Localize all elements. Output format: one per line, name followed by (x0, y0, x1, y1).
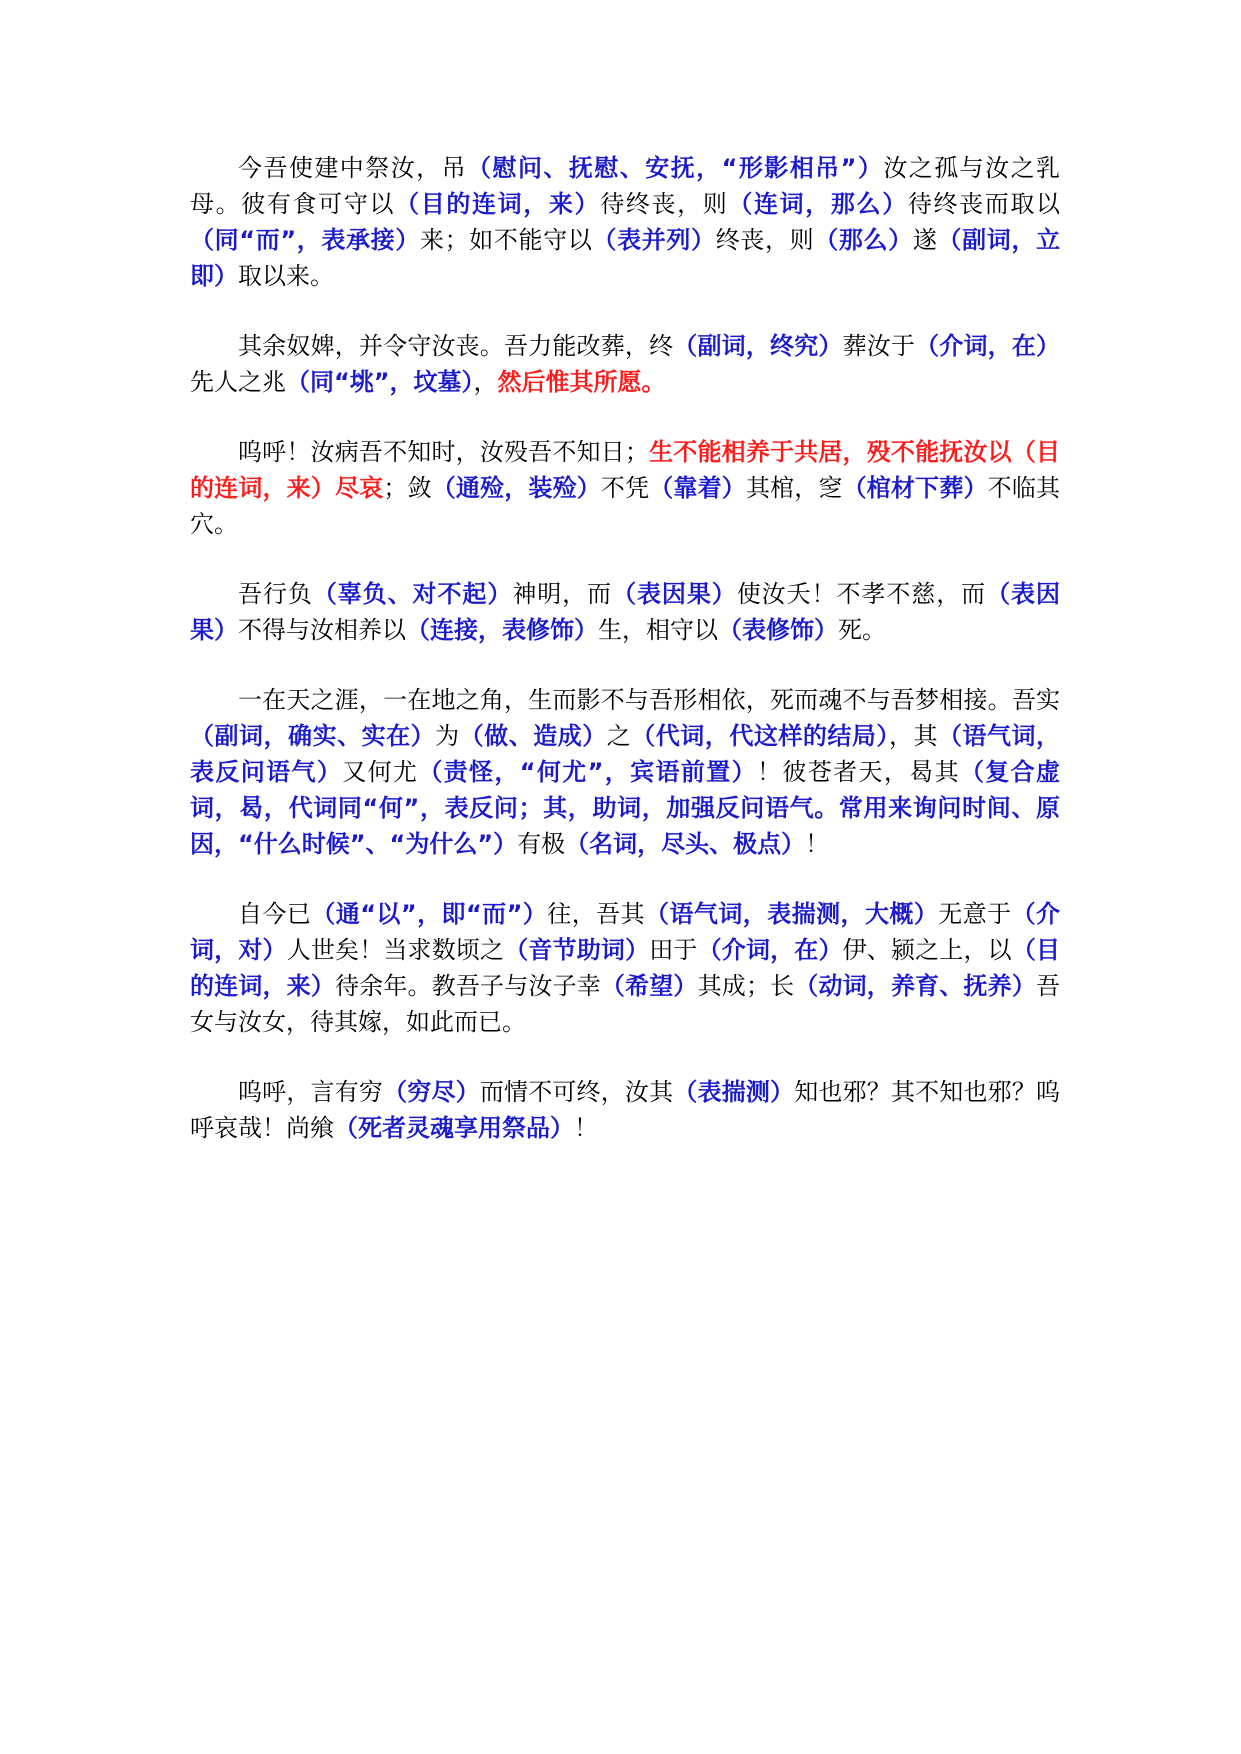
body-text: 为 (435, 722, 460, 750)
annotation-note: （慰问、抚慰、安抚，“形影相吊”） (467, 154, 884, 182)
body-text: 待终丧而取以 (907, 190, 1061, 218)
annotation-note: （介词，在） (697, 936, 843, 964)
annotation-note: （靠着） (649, 474, 746, 502)
body-text: 吾行负 (238, 580, 313, 608)
body-text: 今吾使建中祭汝，吊 (238, 154, 468, 182)
body-text: ， (473, 368, 498, 396)
annotation-note: （介词，对） (190, 900, 1061, 964)
body-text: 往，吾其 (547, 900, 646, 928)
annotation-note: （表修饰） (718, 616, 838, 644)
body-text: 遂 (912, 226, 938, 254)
body-text: 终丧，则 (715, 226, 815, 254)
annotation-note: （动词，养育、抚养） (794, 972, 1037, 1000)
annotation-note: （表并列） (592, 226, 716, 254)
body-text: 人世矣！当求数顷之 (286, 936, 505, 964)
paragraph-3 (190, 434, 1060, 542)
annotation-note: （通“以”，即“而”） (311, 900, 548, 928)
body-text: 葬汝于 (842, 332, 916, 360)
body-text: 呜呼！汝病吾不知时，汝殁吾不知日； (238, 438, 649, 466)
body-text: 不临其穴。 (190, 474, 1061, 538)
annotation-note: （语气词，表反问语气） (190, 722, 1061, 786)
annotation-note: （棺材下葬） (842, 474, 988, 502)
annotation-note: （责怪，“何尤”，宾语前置） (418, 758, 757, 786)
body-text: 之 (606, 722, 632, 750)
paragraph-1 (190, 150, 1060, 294)
body-text: ！ (805, 830, 830, 858)
annotation-note: （希望） (600, 972, 698, 1000)
annotation-note: （表揣测） (673, 1078, 795, 1106)
body-text: 知也邪？其不知也邪？呜呼哀哉！尚飨 (190, 1078, 1061, 1142)
annotation-note: （副词，终究） (673, 332, 843, 360)
body-text: 一在天之涯，一在地之角，生而影不与吾形相依，死而魂不与吾梦相接。吾实 (238, 686, 1060, 714)
body-text: 吾女与汝女，待其嫁，如此而已。 (190, 972, 1061, 1036)
body-text: 神明，而 (512, 580, 613, 608)
annotation-note: （同“垗”，坟墓） (286, 368, 474, 396)
annotation-note: （连词，那么） (728, 190, 908, 218)
annotation-note: （表因果） (612, 580, 737, 608)
annotation-note: （做、造成） (459, 722, 607, 750)
annotation-note: （名词，尽头、极点） (565, 830, 806, 858)
annotation-note: （介词，在） (915, 332, 1061, 360)
paragraph-7 (190, 1074, 1060, 1146)
annotation-note: （连接，表修饰） (406, 616, 598, 644)
body-text: 死。 (838, 616, 886, 644)
annotation-note: （死者灵魂享用祭品） (334, 1114, 574, 1142)
body-text: ，其 (888, 722, 938, 750)
body-text: ！彼苍者天，曷其 (757, 758, 960, 786)
paragraph-2 (190, 328, 1060, 400)
body-text: 来；如不能守以 (419, 226, 593, 254)
body-text: 待余年。教吾子与汝子幸 (335, 972, 601, 1000)
body-text: 伊、颍之上，以 (842, 936, 1012, 964)
body-text: 田于 (649, 936, 698, 964)
annotation-note: （副词，确实、实在） (190, 722, 436, 750)
annotation-note: （同“而”，表承接） (190, 226, 420, 254)
annotation-note: （音节助词） (504, 936, 650, 964)
annotation-note: （辜负、对不起） (312, 580, 513, 608)
annotation-note: （目的连词，来） (190, 936, 1061, 1000)
body-text: 其棺，窆 (745, 474, 843, 502)
annotation-note: （代词，代这样的结局） (631, 722, 889, 750)
body-text: 取以来。 (238, 262, 334, 290)
body-text: 先人之兆 (190, 368, 286, 396)
body-text: 而情不可终，汝其 (479, 1078, 674, 1106)
annotation-note: （复合虚词，曷，代词同“何”，表反问；其，助词，加强反问语气。常用来询问时间、原因，“什么时候”、“为什么”） (190, 758, 1061, 858)
paragraph-6 (190, 896, 1060, 1040)
annotation-note: （表因果） (190, 580, 1060, 644)
document-body (190, 150, 1060, 1180)
body-text: 不得与汝相养以 (238, 616, 406, 644)
body-text: 呜呼，言有穷 (238, 1078, 384, 1106)
body-text: 无意于 (938, 900, 1012, 928)
body-text: 待终丧，则 (600, 190, 729, 218)
body-text: 不凭 (600, 474, 650, 502)
highlighted-text: 生不能相养于共居，殁不能抚汝以（目的连词，来）尽哀 (190, 438, 1061, 502)
paragraph-4 (190, 576, 1060, 648)
body-text: 有极 (517, 830, 566, 858)
annotation-note: （副词，立即） (190, 226, 1061, 290)
paragraph-5 (190, 682, 1060, 862)
body-text: 自今已 (238, 900, 312, 928)
body-text: 汝之孤与汝之乳母。彼有食可守以 (190, 154, 1061, 218)
body-text: 生，相守以 (598, 616, 718, 644)
body-text: 又何尤 (342, 758, 419, 786)
body-text: 其成；长 (697, 972, 795, 1000)
body-text: 其余奴婢，并令守汝丧。吾力能改葬，终 (238, 332, 674, 360)
body-text: 使汝夭！不孝不慈，而 (736, 580, 987, 608)
highlighted-text: 然后惟其所愿。 (497, 368, 666, 396)
annotation-note: （目的连词，来） (395, 190, 601, 218)
body-text: ！ (574, 1114, 598, 1142)
annotation-note: （穷尽） (383, 1078, 480, 1106)
body-text: ；敛 (383, 474, 432, 502)
annotation-note: （语气词，表揣测，大概） (645, 900, 939, 928)
annotation-note: （通殓，装殓） (431, 474, 601, 502)
annotation-note: （那么） (814, 226, 913, 254)
